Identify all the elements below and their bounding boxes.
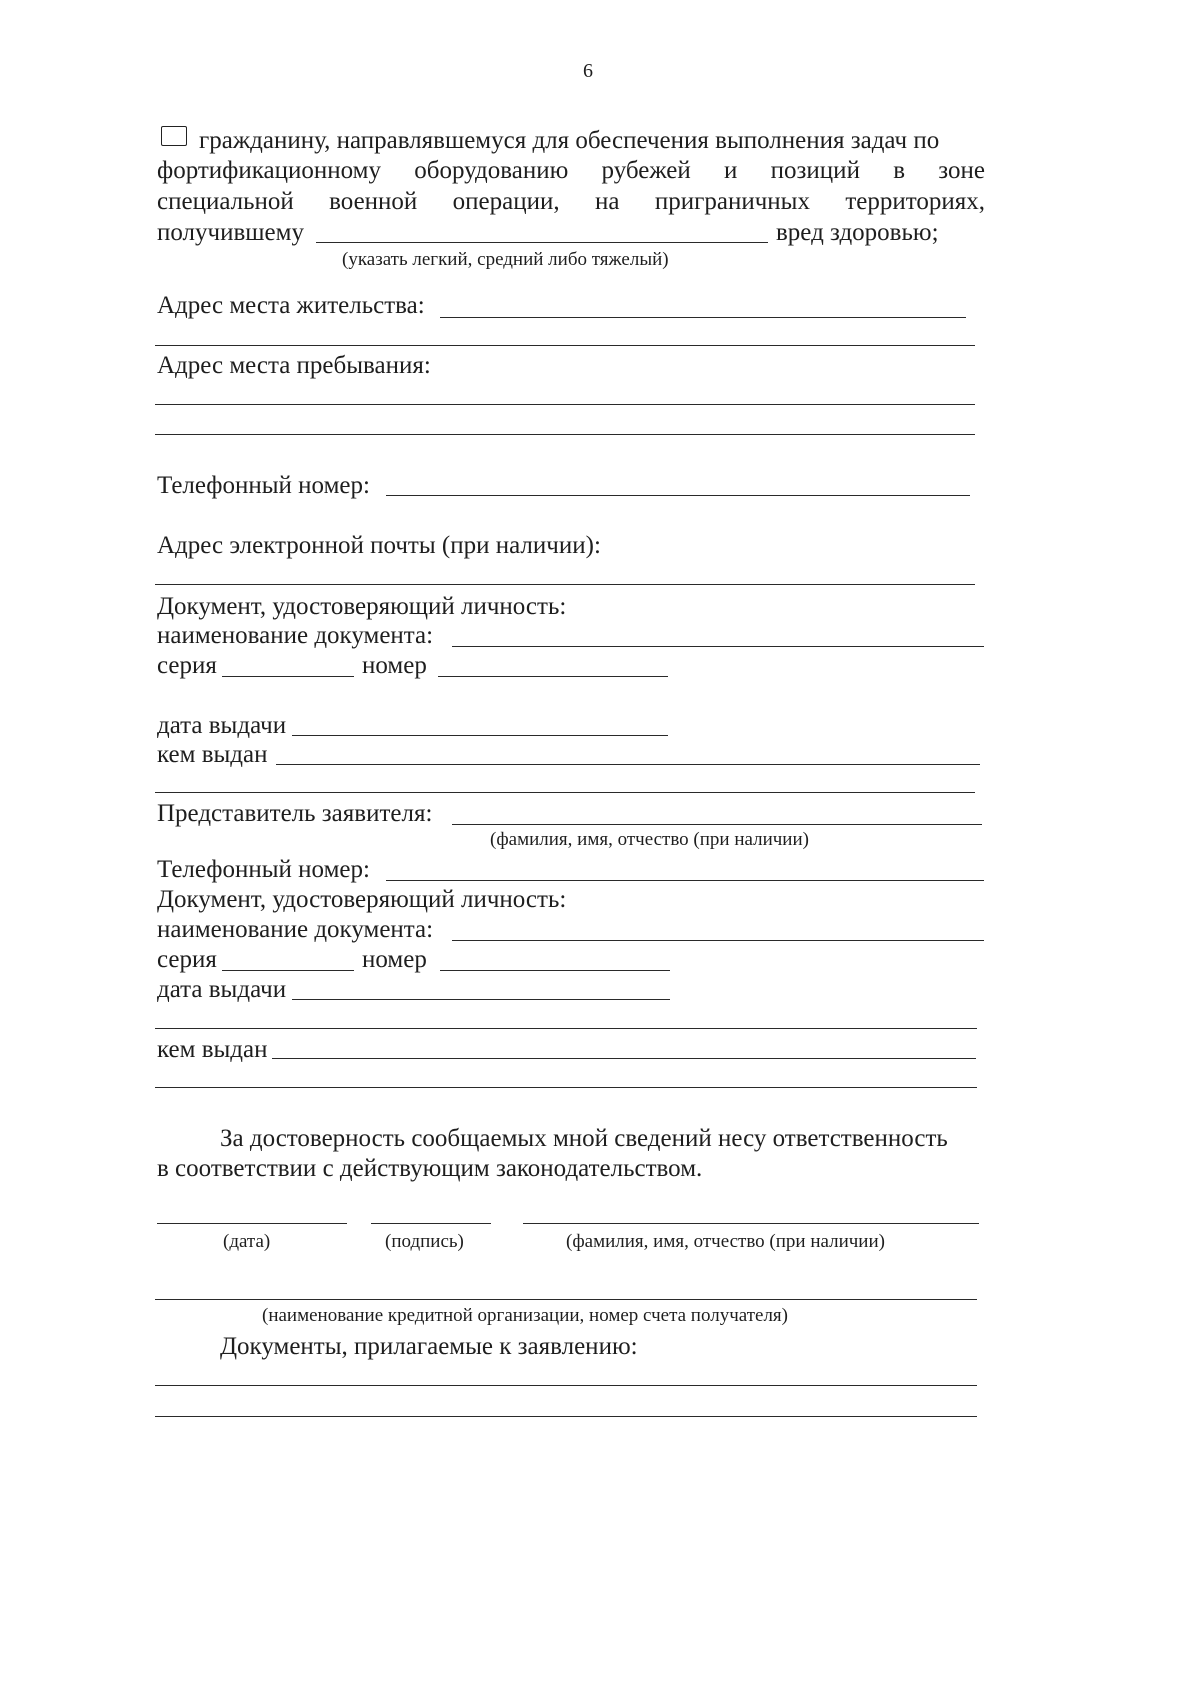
option-word: в	[893, 157, 906, 184]
declaration-line-2: в соответствии с действующим законодательством.	[157, 1155, 703, 1182]
option-word: территориях,	[845, 188, 985, 215]
stay-label: Адрес места пребывания:	[157, 352, 431, 379]
rep-id-doc-label: Документ, удостоверяющий личность:	[157, 886, 567, 913]
page-number: 6	[583, 60, 593, 82]
signature-hint: (подпись)	[385, 1231, 464, 1252]
stay-field[interactable]	[155, 404, 975, 405]
bank-field[interactable]	[155, 1299, 977, 1300]
phone-label: Телефонный номер:	[157, 472, 370, 499]
option-word: на	[595, 188, 620, 215]
rep-series-label: серия	[157, 946, 217, 973]
rep-doc-name-field[interactable]	[452, 940, 984, 941]
option-word: операции,	[452, 188, 560, 215]
issue-date-field[interactable]	[292, 735, 668, 736]
option-word: рубежей	[601, 157, 691, 184]
rep-issued-by-field-line-2[interactable]	[155, 1087, 977, 1088]
option-word: и	[724, 157, 738, 184]
option-line-1: гражданину, направлявшемуся для обеспечения выполнения задач по	[199, 127, 940, 154]
fio-field[interactable]	[523, 1223, 979, 1224]
rep-issued-by-field[interactable]	[272, 1058, 976, 1059]
fio-hint: (фамилия, имя, отчество (при наличии)	[566, 1231, 885, 1252]
series-field[interactable]	[222, 676, 354, 677]
option-word: военной	[329, 188, 418, 215]
email-label: Адрес электронной почты (при наличии):	[157, 532, 601, 559]
harm-degree-field[interactable]	[316, 242, 768, 243]
harm-degree-hint: (указать легкий, средний либо тяжелый)	[342, 249, 669, 270]
representative-hint: (фамилия, имя, отчество (при наличии)	[490, 829, 809, 850]
issued-by-field[interactable]	[276, 764, 980, 765]
date-field[interactable]	[157, 1223, 347, 1224]
representative-label: Представитель заявителя:	[157, 800, 433, 827]
option-word: фортификационному	[157, 157, 381, 184]
option-checkbox[interactable]	[161, 126, 187, 146]
rep-number-label: номер	[362, 946, 427, 973]
option-line-4-label: получившему	[157, 219, 304, 246]
doc-name-label: наименование документа:	[157, 622, 434, 649]
option-line-2	[157, 158, 985, 183]
bank-hint: (наименование кредитной организации, номер счета получателя)	[262, 1305, 788, 1326]
number-label: номер	[362, 652, 427, 679]
phone-field[interactable]	[386, 495, 970, 496]
email-field[interactable]	[155, 584, 975, 585]
attachments-label: Документы, прилагаемые к заявлению:	[220, 1333, 638, 1360]
rep-phone-label: Телефонный номер:	[157, 856, 370, 883]
doc-name-field[interactable]	[452, 646, 984, 647]
option-word: оборудованию	[414, 157, 569, 184]
declaration-line-1: За достоверность сообщаемых мной сведений несу ответственность	[220, 1125, 948, 1152]
rep-phone-field[interactable]	[386, 880, 984, 881]
rep-issued-by-label: кем выдан	[157, 1036, 268, 1063]
option-word: приграничных	[654, 188, 810, 215]
id-doc-label: Документ, удостоверяющий личность:	[157, 593, 567, 620]
signature-field[interactable]	[371, 1223, 491, 1224]
issue-date-label: дата выдачи	[157, 712, 287, 739]
rep-doc-name-label: наименование документа:	[157, 916, 434, 943]
representative-field[interactable]	[452, 824, 982, 825]
option-line-4-end: вред здоровью;	[776, 219, 939, 246]
rep-issue-date-field[interactable]	[292, 999, 670, 1000]
issued-by-field-line-2[interactable]	[155, 792, 975, 793]
attachments-field-line-2[interactable]	[155, 1416, 977, 1417]
series-label: серия	[157, 652, 217, 679]
stay-field-line-2[interactable]	[155, 434, 975, 435]
option-word: позиций	[770, 157, 860, 184]
residence-label: Адрес места жительства:	[157, 292, 425, 319]
rep-series-field[interactable]	[222, 970, 354, 971]
issued-by-label: кем выдан	[157, 741, 268, 768]
number-field[interactable]	[438, 676, 668, 677]
option-word: специальной	[157, 188, 294, 215]
rep-number-field[interactable]	[440, 970, 670, 971]
rep-issue-date-label: дата выдачи	[157, 976, 287, 1003]
attachments-field[interactable]	[155, 1385, 977, 1386]
residence-field-line-2[interactable]	[155, 345, 975, 346]
residence-field[interactable]	[440, 317, 966, 318]
option-line-3	[157, 189, 985, 214]
rep-issue-date-field-line-2[interactable]	[155, 1028, 977, 1029]
date-hint: (дата)	[223, 1231, 271, 1252]
option-word: зоне	[938, 157, 985, 184]
